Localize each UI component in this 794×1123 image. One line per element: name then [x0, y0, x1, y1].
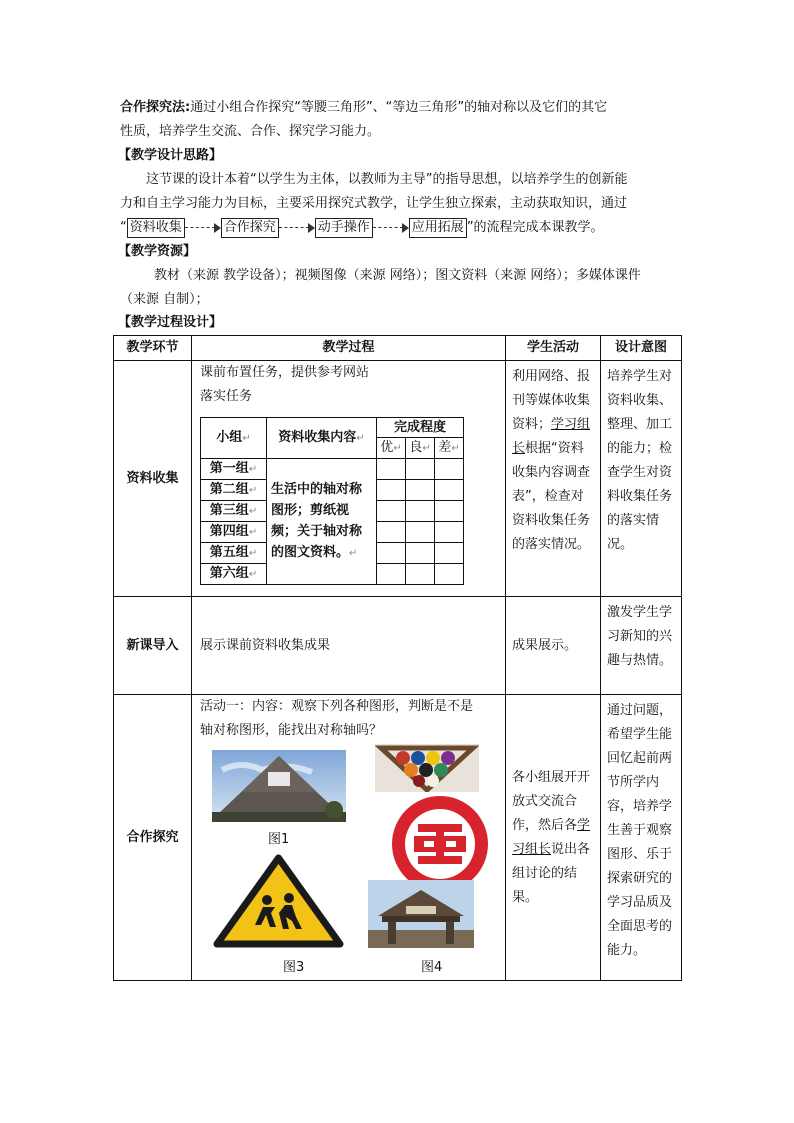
figure-1-building-image [212, 750, 346, 822]
survey-cell [406, 522, 435, 543]
survey-group-2: 第二组↵ [201, 480, 267, 501]
survey-cell [377, 564, 406, 585]
figure-3-caption: 图3 [283, 960, 305, 975]
table-header-row [114, 336, 682, 361]
activity-explore-leader: 学习组长 [512, 817, 591, 857]
activity-intro: 成果展示。 [506, 597, 601, 695]
survey-content: 生活中的轴对称图形；剪纸视频；关于轴对称的图文资料。↵ [267, 459, 377, 585]
figure-1-caption: 图1 [268, 832, 290, 847]
intent-intro: 激发学生学习新知的兴趣与热情。 [601, 597, 682, 695]
survey-cell [406, 459, 435, 480]
figure-3-warning-sign-image [213, 852, 344, 948]
figure-4-gate-image [368, 880, 474, 948]
flow-arrow-icon [185, 223, 221, 233]
figure-4-caption: 图4 [421, 960, 443, 975]
survey-group-4: 第四组↵ [201, 522, 267, 543]
stage-explore: 合作探究 [114, 695, 192, 981]
survey-cell [406, 564, 435, 585]
process-collect-line-1: 课前布置任务，提供参考网站 [200, 365, 370, 380]
intent-collect: 培养学生对资料收集、整理、加工的能力；检查学生对资料收集任务的落实情况。 [601, 361, 682, 597]
survey-group-3: 第三组↵ [201, 501, 267, 522]
header-intent: 设计意图 [601, 336, 682, 361]
survey-cell [377, 543, 406, 564]
process-collect-line-2: 落实任务 [200, 389, 253, 404]
survey-cell [377, 480, 406, 501]
survey-table [200, 417, 464, 585]
survey-level-excellent: 优↵ [377, 438, 406, 459]
design-text-1: 这节课的设计本着“以学生为主体，以教师为主导”的指导思想，以培养学生的创新能 [146, 172, 628, 187]
survey-cell [377, 501, 406, 522]
design-text-2: 力和自主学习能力为目标，主要采用探究式教学，让学生独立探索，主动获取知识，通过 [120, 196, 628, 211]
header-process: 教学过程 [192, 336, 506, 361]
survey-cell [406, 501, 435, 522]
process-collect [192, 361, 506, 597]
survey-cell [435, 501, 464, 522]
process-explore-line-2: 轴对称图形，能找出对称轴吗？ [200, 723, 383, 738]
billiard-balls-image [375, 744, 479, 792]
survey-cell [435, 459, 464, 480]
flow-tail: ”的流程完成本课教学。 [466, 220, 604, 235]
intent-explore: 通过问题，希望学生能回忆起前两节所学内容，培养学生善于观察图形、乐于探索研究的学习品质及全面思考的能力。 [601, 695, 682, 981]
flow-arrow-icon [373, 223, 409, 233]
survey-col-group: 小组↵ [201, 418, 267, 459]
survey-col-degree: 完成程度 [377, 418, 464, 438]
coop-method-text: 通过小组合作探究“等腰三角形”、“等边三角形”的轴对称以及它们的其它 [190, 100, 608, 115]
survey-group-6: 第六组↵ [201, 564, 267, 585]
resource-heading: 【教学资源】 [118, 244, 197, 259]
process-heading: 【教学过程设计】 [118, 315, 223, 330]
flow-line [120, 216, 604, 240]
survey-cell [435, 522, 464, 543]
survey-cell [377, 459, 406, 480]
table-row-collect [114, 361, 682, 597]
coop-method-label: 合作探究法: [120, 100, 191, 115]
stage-intro: 新课导入 [114, 597, 192, 695]
survey-cell [406, 543, 435, 564]
survey-group-1: 第一组↵ [201, 459, 267, 480]
survey-cell [435, 564, 464, 585]
flow-step-cooperate: 合作探究 [221, 218, 279, 238]
coop-method-line-1 [120, 96, 607, 120]
activity-explore: 各小组展开开放式交流合作，然后各学习组长说出各组讨论的结果。 [506, 695, 601, 981]
coop-method-line-2: 性质，培养学生交流、合作、探究学习能力。 [120, 124, 381, 139]
survey-row [201, 459, 464, 480]
resource-text-1: 教材（来源 教学设备）；视频图像（来源 网络）；图文资料（来源 网络）；多媒体课件 [154, 268, 641, 283]
process-intro: 展示课前资料收集成果 [192, 597, 506, 695]
table-row-intro [114, 597, 682, 695]
header-stage: 教学环节 [114, 336, 192, 361]
flow-arrow-icon [279, 223, 315, 233]
flow-step-extend: 应用拓展 [409, 218, 467, 238]
survey-level-poor: 差↵ [435, 438, 464, 459]
design-heading: 【教学设计思路】 [118, 148, 223, 163]
flow-open-quote: “ [120, 220, 127, 235]
stage-collect: 资料收集 [114, 361, 192, 597]
survey-level-good: 良↵ [406, 438, 435, 459]
survey-col-content: 资料收集内容↵ [267, 418, 377, 459]
survey-cell [435, 543, 464, 564]
survey-cell [377, 522, 406, 543]
process-explore-line-1: 活动一：内容：观察下列各种图形，判断是不是 [200, 699, 474, 714]
survey-cell [435, 480, 464, 501]
header-activity: 学生活动 [506, 336, 601, 361]
flow-step-operate: 动手操作 [315, 218, 373, 238]
survey-cell [406, 480, 435, 501]
survey-group-5: 第五组↵ [201, 543, 267, 564]
resource-text-2: （来源 自制）； [120, 292, 209, 307]
activity-collect: 利用网络、报刊等媒体收集资料；学习组长根据“资料收集内容调查表”，检查对资料收集任务的落实情况。 [506, 361, 601, 597]
flow-step-collect: 资料收集 [127, 218, 185, 238]
activity-collect-leader: 学习组长 [512, 417, 591, 456]
survey-header-row [201, 418, 464, 438]
